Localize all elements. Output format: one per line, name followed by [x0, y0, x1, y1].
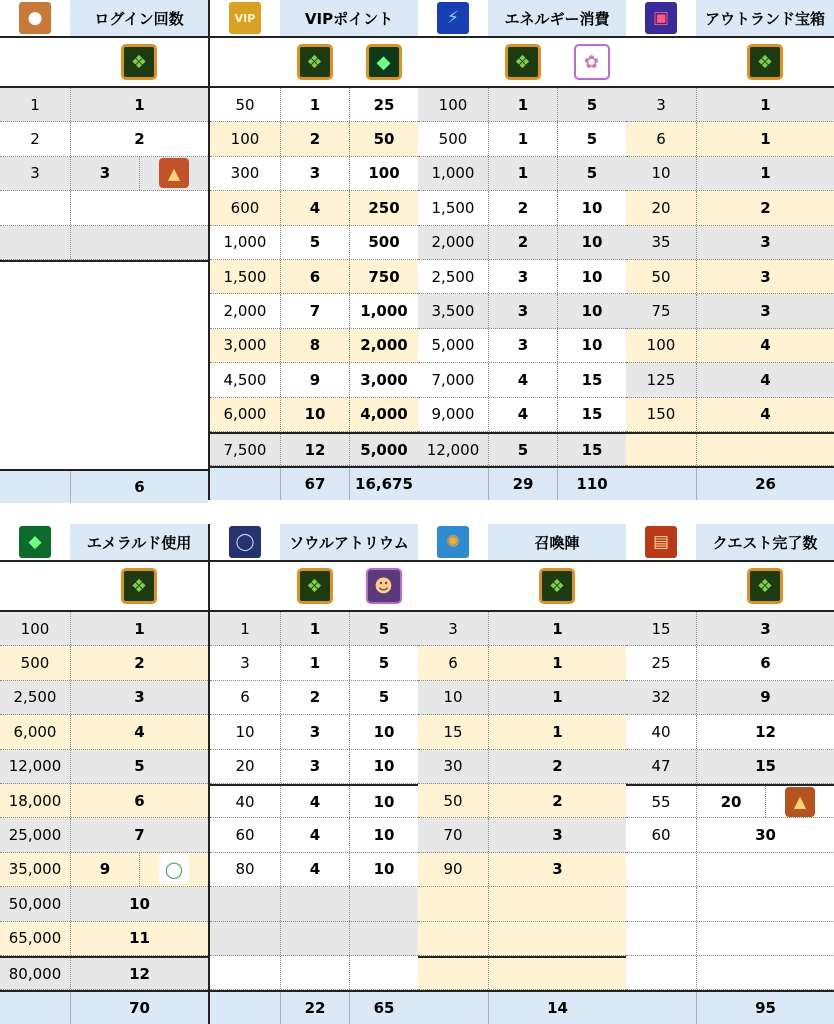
panel-title: エメラルド使用 [86, 533, 192, 552]
total-row: 26 [626, 466, 834, 500]
panel-header [418, 524, 626, 562]
header-icon-cell [0, 0, 70, 36]
table-row: 1,000 1 5 [418, 157, 626, 191]
table-row: 65,000 11 [0, 922, 208, 956]
quest-scroll-icon: ▤ [645, 526, 677, 558]
table-row: 1 1 [0, 88, 208, 122]
table-row [418, 887, 626, 921]
total-row: 70 [0, 990, 208, 1024]
table-row: 60 4 10 [210, 818, 418, 852]
summon-circle-panel [418, 524, 626, 1024]
table-row: 1,500 6 750 [210, 260, 418, 294]
table-row [210, 922, 418, 956]
table-row: 3 3 ▲ [0, 157, 208, 191]
total-row: 22 65 [210, 990, 418, 1024]
table-row: 3 1 [626, 88, 834, 122]
table-row: 3,000 8 2,000 [210, 329, 418, 363]
green-scroll-icon: ❖ [121, 44, 157, 80]
table-row: 12,000 5 [0, 750, 208, 784]
panel-title: ログイン回数 [94, 9, 184, 28]
table-row: 500 1 5 [418, 122, 626, 156]
table-row: 35 3 [626, 226, 834, 260]
green-scroll-icon: ❖ [747, 44, 783, 80]
total-row [0, 469, 208, 503]
table-row [626, 922, 834, 956]
table-row: 12,000 5 15 [418, 432, 626, 466]
table-row: 9,000 4 15 [418, 398, 626, 432]
table-row: 1 1 5 [210, 612, 418, 646]
table-row: 100 4 [626, 329, 834, 363]
emerald-icon: ◆ [19, 526, 51, 558]
table-row: 2,000 2 10 [418, 226, 626, 260]
reward-icons-row [0, 38, 208, 88]
reward-icons-row [210, 38, 418, 88]
panel-header [626, 0, 834, 38]
table-row: 2,500 3 [0, 681, 208, 715]
table-row: 25,000 7 [0, 818, 208, 852]
green-scroll-icon: ❖ [747, 568, 783, 604]
table-row: 80 4 10 [210, 853, 418, 887]
panel-title: 召喚陣 [534, 533, 580, 552]
table-row: 6,000 10 4,000 [210, 398, 418, 432]
lightning-icon: ⚡ [437, 2, 469, 34]
green-scroll-icon: ❖ [121, 568, 157, 604]
green-scroll-icon: ❖ [539, 568, 575, 604]
table-row: 2,000 7 1,000 [210, 294, 418, 328]
table-row: 1,000 5 500 [210, 226, 418, 260]
table-row: 7,000 4 15 [418, 363, 626, 397]
table-row: 50 3 [626, 260, 834, 294]
wreath-icon: ◯ [159, 854, 189, 884]
summon-circle-icon: ✺ [437, 526, 469, 558]
green-scroll-icon: ❖ [297, 44, 333, 80]
panel-title: クエスト完了数 [712, 533, 818, 552]
table-row: 40 12 [626, 715, 834, 749]
green-gem-icon: ◆ [366, 44, 402, 80]
panel-header [0, 524, 208, 562]
table-row: 100 1 [0, 612, 208, 646]
treasure-chest-icon: ▣ [645, 2, 677, 34]
vip-icon: VIP [229, 2, 261, 34]
table-row: 20 3 10 [210, 750, 418, 784]
panel-title: ソウルアトリウム [289, 533, 409, 552]
soul-orb-icon: ◯ [229, 526, 261, 558]
reward-icons-row [0, 562, 208, 612]
table-row: 90 3 [418, 853, 626, 887]
table-row: 7,500 12 5,000 [210, 432, 418, 466]
vip-panel [210, 0, 418, 500]
table-row [418, 922, 626, 956]
table-row: 10 3 10 [210, 715, 418, 749]
table-row: 20 2 [626, 191, 834, 225]
table-row: 30 2 [418, 750, 626, 784]
table-row: 18,000 6 [0, 784, 208, 818]
table-row: 10 1 [626, 157, 834, 191]
table-row: 6 2 5 [210, 681, 418, 715]
reward-icons-row [626, 38, 834, 88]
table-row: 4,500 9 3,000 [210, 363, 418, 397]
table-row: 3,500 3 10 [418, 294, 626, 328]
person-icon: ● [19, 2, 51, 34]
soul-atrium-panel [210, 524, 418, 1024]
panel-header [418, 0, 626, 38]
table-row [210, 956, 418, 990]
panel-title: VIPポイント [304, 9, 394, 28]
panel-title: アウトランド宝箱 [704, 9, 825, 28]
table-row: 125 4 [626, 363, 834, 397]
table-row: 32 9 [626, 681, 834, 715]
table-row: 600 4 250 [210, 191, 418, 225]
quest-panel [626, 524, 834, 1024]
panel-header [626, 524, 834, 562]
table-row [626, 887, 834, 921]
table-row: 55 20 ▲ [626, 784, 834, 818]
table-row: 60 30 [626, 818, 834, 852]
table-row: 100 1 5 [418, 88, 626, 122]
panel-title: エネルギー消費 [504, 9, 610, 28]
outland-panel [626, 0, 834, 500]
reward-icons-row [626, 562, 834, 612]
total-value: 6 [70, 471, 208, 503]
table-row: 2 2 [0, 122, 208, 156]
table-row [210, 887, 418, 921]
table-row: 15 1 [418, 715, 626, 749]
table-row: 40 4 10 [210, 784, 418, 818]
panel-header [0, 0, 208, 38]
table-row: 75 3 [626, 294, 834, 328]
energy-panel [418, 0, 626, 500]
table-row: 50 2 [418, 784, 626, 818]
panel-header [210, 0, 418, 38]
green-scroll-icon: ❖ [297, 568, 333, 604]
table-row [626, 956, 834, 990]
table-row: 70 3 [418, 818, 626, 852]
total-row: 29 110 [418, 466, 626, 500]
reward-icons-row [210, 562, 418, 612]
table-row [626, 432, 834, 466]
table-row [418, 956, 626, 990]
table-row: 50 1 25 [210, 88, 418, 122]
reward-icons-row [418, 562, 626, 612]
table-row: 6,000 4 [0, 715, 208, 749]
table-row: 80,000 12 [0, 956, 208, 990]
table-row [626, 853, 834, 887]
table-row: 2,500 3 10 [418, 260, 626, 294]
table-row [0, 191, 208, 225]
login-panel [0, 0, 208, 503]
table-row: 150 4 [626, 398, 834, 432]
table-row: 35,000 9 ◯ [0, 853, 208, 887]
table-row: 6 1 [418, 646, 626, 680]
table-row: 15 3 [626, 612, 834, 646]
table-row: 500 2 [0, 646, 208, 680]
table-row: 300 3 100 [210, 157, 418, 191]
table-row: 10 1 [418, 681, 626, 715]
hero-portrait-icon: ☻ [366, 568, 402, 604]
total-row: 14 [418, 990, 626, 1024]
table-row [0, 226, 208, 260]
fox-pet-icon: ▲ [785, 787, 815, 817]
table-row: 3 1 5 [210, 646, 418, 680]
reward-icons-row [418, 38, 626, 88]
table-row: 5,000 3 10 [418, 329, 626, 363]
total-row: 67 16,675 [210, 466, 418, 500]
table-row: 47 15 [626, 750, 834, 784]
cat-pet-icon: ▲ [159, 158, 189, 188]
table-row: 25 6 [626, 646, 834, 680]
table-row: 100 2 50 [210, 122, 418, 156]
green-scroll-icon: ❖ [505, 44, 541, 80]
table-row: 3 1 [418, 612, 626, 646]
table-row: 50,000 10 [0, 887, 208, 921]
emerald-panel [0, 524, 208, 1024]
empty-area [0, 260, 208, 469]
panel-header [210, 524, 418, 562]
table-row: 6 1 [626, 122, 834, 156]
rabbit-pet-icon: ✿ [574, 44, 610, 80]
total-row: 95 [626, 990, 834, 1024]
table-row: 1,500 2 10 [418, 191, 626, 225]
